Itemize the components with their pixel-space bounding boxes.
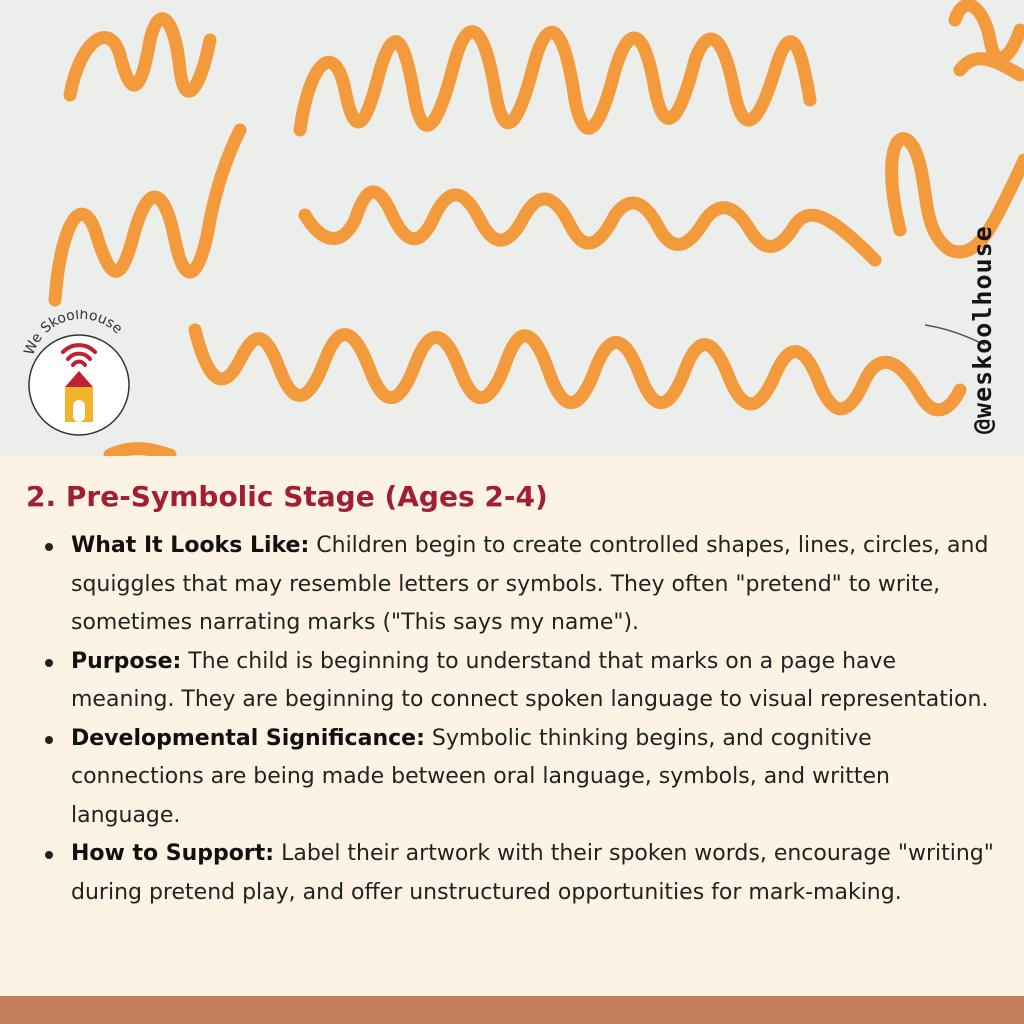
item-text: Symbolic thinking begins, and cognitive connections are being made between oral language, symbols, and written language.: [71, 725, 890, 828]
footer-bar: [0, 996, 1024, 1024]
orange-scribbles-illustration: [0, 0, 1024, 456]
list-item-purpose: [30, 643, 1000, 720]
bullet-icon: [45, 659, 53, 667]
list-item-how-to-support: [30, 835, 1000, 912]
we-skoolhouse-logo: [22, 310, 140, 438]
item-term: What It Looks Like:: [71, 533, 310, 558]
list-item-developmental-significance: [30, 720, 1000, 836]
bullet-icon: [45, 851, 53, 859]
list-item-what-it-looks-like: [30, 527, 1000, 643]
school-house-logo-icon: [22, 310, 140, 438]
item-term: Purpose:: [71, 648, 182, 674]
bullet-icon: [45, 736, 53, 744]
bullet-icon: [45, 543, 53, 551]
item-term: Developmental Significance:: [71, 725, 425, 751]
svg-text:We Skoolhouse: We Skoolhouse: [22, 310, 126, 358]
stage-details-list: [30, 527, 1000, 912]
item-text: Children begin to create controlled shapes, lines, circles, and squiggles that may resemble letters or symbols. They often "pretend" to write, sometimes narrating marks ("This says my name").: [71, 533, 989, 635]
scribble-photo: [0, 0, 1024, 456]
stage-title: 2. Pre-Symbolic Stage (Ages 2-4): [26, 480, 548, 513]
instagram-handle: @weskoolhouse: [968, 225, 997, 434]
item-text: The child is beginning to understand that marks on a page have meaning. They are beginning to connect spoken language to visual representation.: [71, 648, 989, 712]
item-term: How to Support:: [71, 841, 275, 866]
item-text: Label their artwork with their spoken words, encourage "writing" during pretend play, and offer unstructured opportunities for mark-making.: [71, 841, 994, 905]
